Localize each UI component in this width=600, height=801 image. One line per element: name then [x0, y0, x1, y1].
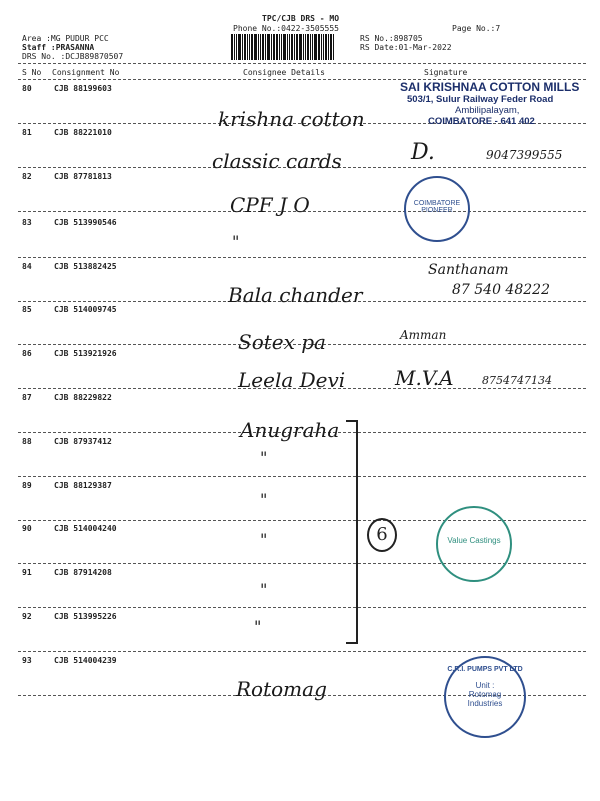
row-sno: 90	[22, 524, 32, 533]
row-consignment-no: CJB 513882425	[54, 262, 117, 271]
staff-row	[22, 43, 94, 52]
row-consignment-no: CJB 513995226	[54, 612, 117, 621]
row-sno: 93	[22, 656, 32, 665]
ditto-88: "	[260, 448, 268, 467]
header-rule	[18, 63, 586, 64]
row-consignment-no: CJB 513990546	[54, 218, 117, 227]
row-consignment-no: CJB 88229822	[54, 393, 112, 402]
row-consignment-no: CJB 87937412	[54, 437, 112, 446]
row-consignment-no: CJB 514004240	[54, 524, 117, 533]
row-consignment-no: CJB 514004239	[54, 656, 117, 665]
consignee-handwriting-82: CPF J O	[230, 193, 310, 217]
value-castings-seal	[436, 506, 512, 582]
page-number: Page No.:7	[452, 24, 501, 33]
barcode	[231, 34, 355, 60]
stamp-address-line1: 503/1, Sulur Railway Feder Road	[407, 94, 554, 105]
ditto-90: "	[260, 530, 268, 549]
row-sno: 91	[22, 568, 32, 577]
signature-84: Santhanam	[428, 262, 509, 278]
company-seal-stamp	[404, 176, 470, 242]
row-sno: 89	[22, 481, 32, 490]
consignee-handwriting-87: Anugraha	[240, 418, 340, 442]
consignee-handwriting-81: classic cards	[212, 149, 342, 173]
row-sno: 88	[22, 437, 32, 446]
company-rubber-stamp	[400, 80, 579, 127]
document-title: TPC/CJB DRS - MO	[262, 14, 340, 23]
row-sno: 86	[22, 349, 32, 358]
drs-number: DRS No. :DCJB89870507	[22, 52, 124, 61]
consignee-handwriting-80: krishna cotton	[218, 107, 365, 131]
row-consignment-no: CJB 87781813	[54, 172, 112, 181]
phone-handwriting-84: 87 540 48222	[452, 282, 550, 298]
phone-handwriting-86: 8754747134	[482, 374, 552, 387]
col-header-sno: S No	[22, 68, 42, 77]
stamp-address-line3: COIMBATORE - 641 402	[428, 116, 535, 127]
stamp-address-line2: Ambilipalayam,	[455, 105, 520, 116]
row-consignment-no: CJB 88129387	[54, 481, 112, 490]
ditto-92: "	[254, 617, 262, 636]
ditto-89: "	[260, 490, 268, 509]
cri-pumps-unit: Unit : Rotomag Industries	[467, 681, 503, 708]
col-header-consignment: Consignment No	[52, 68, 120, 77]
signature-85: Amman	[400, 328, 447, 342]
row-rule	[18, 476, 586, 477]
row-rule	[18, 651, 586, 652]
row-consignment-no: CJB 513921926	[54, 349, 117, 358]
rs-date: RS Date:01-Mar-2022	[360, 43, 452, 52]
row-sno: 85	[22, 305, 32, 314]
row-sno: 84	[22, 262, 32, 271]
signature-86: M.V.A	[395, 366, 454, 390]
consignee-handwriting-93: Rotomag	[236, 677, 327, 701]
row-consignment-no: CJB 514009745	[54, 305, 117, 314]
col-header-consignee: Consignee Details	[243, 68, 325, 77]
row-rule	[18, 257, 586, 258]
stamp-company-name: SAI KRISHNAA COTTON MILLS	[400, 80, 580, 94]
cri-pumps-seal	[444, 656, 526, 738]
consignee-handwriting-85: Sotex pa	[238, 330, 326, 354]
row-sno: 92	[22, 612, 32, 621]
ditto-83: "	[232, 232, 240, 251]
consignee-handwriting-86: Leela Devi	[238, 368, 346, 392]
grouping-bracket	[346, 420, 358, 644]
phone-handwriting-81: 9047399555	[486, 148, 563, 162]
staff-label: Staff :	[22, 43, 56, 52]
col-header-signature: Signature	[424, 68, 468, 77]
ditto-91: "	[260, 580, 268, 599]
value-castings-text: Value Castings	[447, 536, 501, 545]
row-consignment-no: CJB 88199603	[54, 84, 112, 93]
signature-81: D.	[411, 140, 435, 165]
row-sno: 83	[22, 218, 32, 227]
row-consignment-no: CJB 88221010	[54, 128, 112, 137]
row-consignment-no: CJB 87914208	[54, 568, 112, 577]
cri-pumps-name: C.R.I. PUMPS PVT LTD	[447, 666, 523, 673]
bracket-count: 6	[367, 518, 397, 552]
row-sno: 80	[22, 84, 32, 93]
consignee-handwriting-84: Bala chander	[228, 283, 363, 307]
phone-number: Phone No.:0422-3505555	[233, 24, 339, 33]
area-label: Area :MG PUDUR PCC	[22, 34, 109, 43]
row-sno: 81	[22, 128, 32, 137]
row-rule	[18, 607, 586, 608]
row-sno: 82	[22, 172, 32, 181]
rs-number: RS No.:898705	[360, 34, 423, 43]
staff-name: PRASANNA	[55, 43, 95, 52]
row-sno: 87	[22, 393, 32, 402]
seal-text: COIMBATORE PIONEER	[413, 200, 461, 214]
